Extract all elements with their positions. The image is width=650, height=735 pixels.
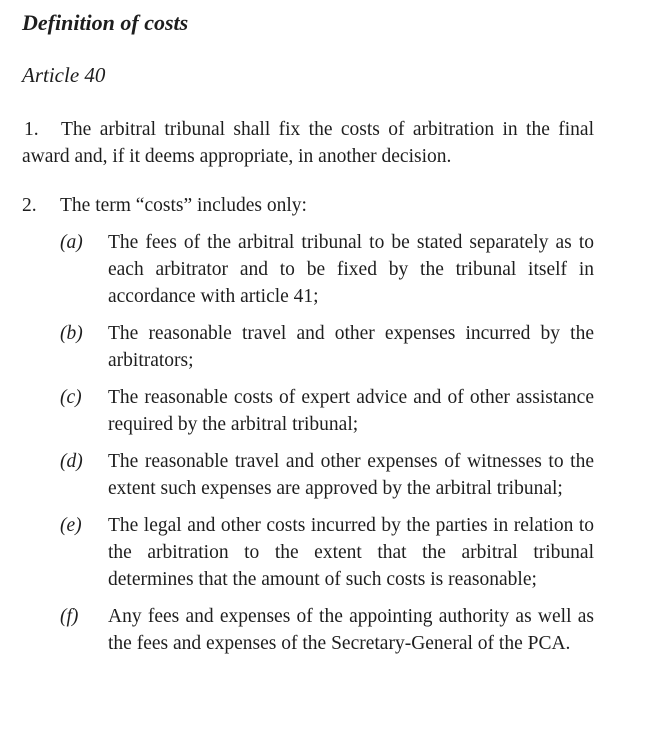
list-item-letter: (b) (60, 323, 83, 344)
list-item-letter: (d) (60, 451, 83, 472)
paragraph-2-number: 2. (22, 195, 37, 216)
list-item-letter: (f) (60, 606, 79, 627)
section-heading: Definition of costs (22, 10, 189, 35)
document-page (22, 8, 594, 667)
list-item-text: Any fees and expenses of the appointing authority as well as the fees and expenses of the Secretary-General of the PCA. (108, 606, 594, 654)
list-item-text: The fees of the arbitral tribunal to be stated separately as to each arbitrator and to be fixed by the tribunal itself in accordance with article 41; (108, 232, 594, 307)
list-item-text: The reasonable travel and other expenses of witnesses to the extent such expenses are approved by the arbitral tribunal; (108, 451, 594, 499)
list-item-e (60, 512, 594, 593)
list-item-f (60, 603, 594, 657)
article-title: Article 40 (22, 63, 106, 87)
list-item-c (60, 384, 594, 438)
paragraph-1-number: 1. (24, 119, 39, 140)
list-item-letter: (a) (60, 232, 83, 253)
list-item-b (60, 320, 594, 374)
paragraph-2 (22, 192, 594, 219)
list-item-text: The reasonable costs of expert advice and of other assistance required by the arbitral tribunal; (108, 387, 594, 435)
list-item-text: The reasonable travel and other expenses incurred by the arbitrators; (108, 323, 594, 371)
paragraph-1-text: The arbitral tribunal shall fix the costs of arbitration in the final award and, if it deems appropriate, in another decision. (22, 119, 594, 167)
paragraph-2-text: The term “costs” includes only: (60, 195, 307, 216)
list-item-text: The legal and other costs incurred by the parties in relation to the arbitration to the extent that the arbitral tribunal determines that the amount of such costs is reasonable; (108, 515, 594, 590)
paragraph-1 (22, 116, 594, 170)
list-item-letter: (e) (60, 515, 82, 536)
costs-list (22, 229, 594, 657)
list-item-d (60, 448, 594, 502)
list-item-letter: (c) (60, 387, 82, 408)
list-item-a (60, 229, 594, 310)
